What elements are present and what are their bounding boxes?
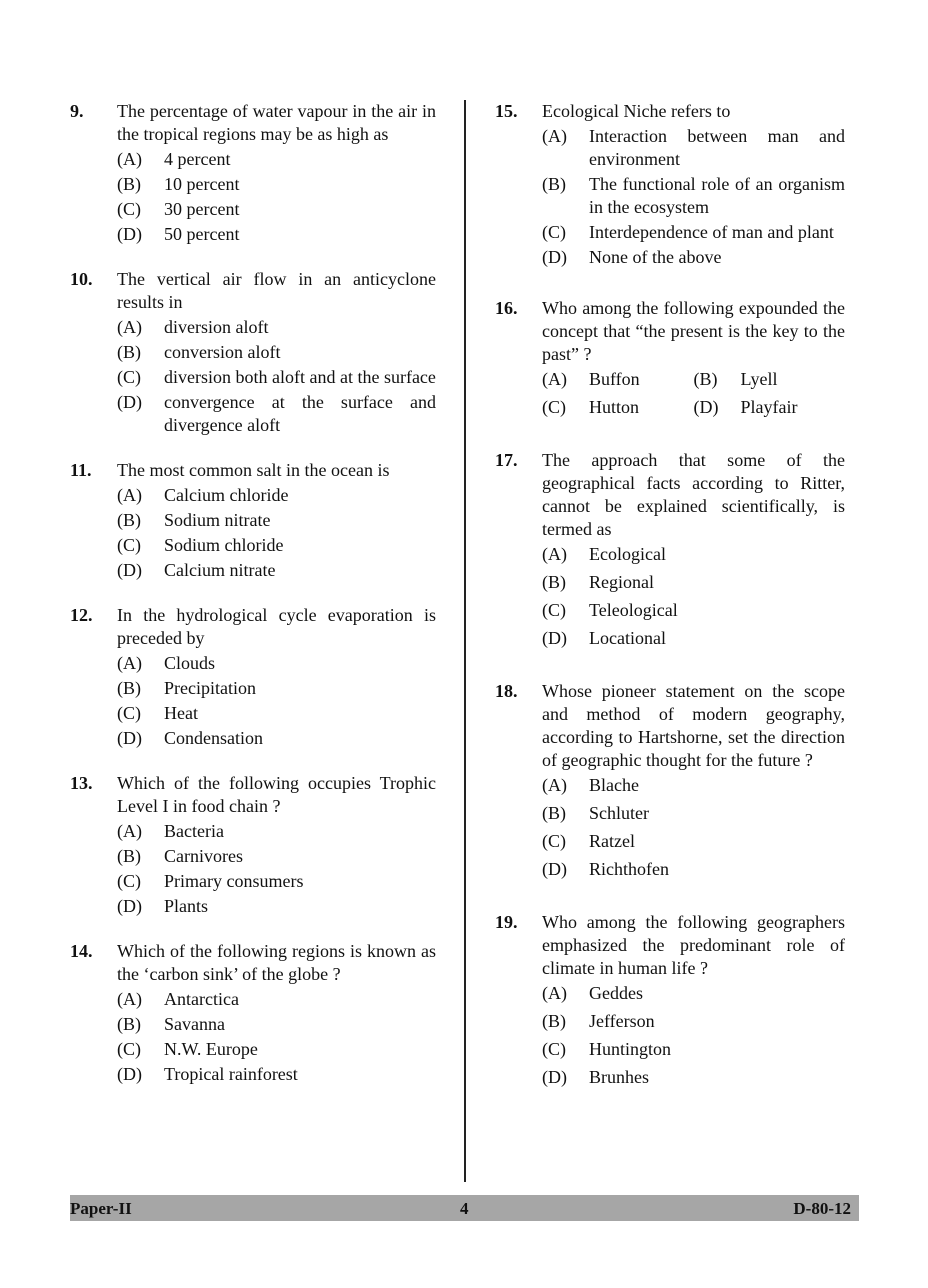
- option-d: (D) Locational: [542, 628, 666, 648]
- options-list: [117, 652, 436, 750]
- option-d: (D) Condensation: [117, 728, 263, 748]
- option-b: (B) Savanna: [117, 1014, 225, 1034]
- right-column: [495, 100, 845, 1091]
- option-c: (C) Huntington: [542, 1039, 672, 1059]
- options-list: [542, 125, 845, 269]
- option-b: (B) Regional: [542, 572, 654, 592]
- option-d: (D) convergence at the surface and divergence aloft: [117, 392, 436, 435]
- option-b: (B) Lyell: [693, 369, 778, 389]
- options-list: [117, 316, 436, 437]
- option-a: (A) Antarctica: [117, 989, 239, 1009]
- question-16: [495, 297, 845, 419]
- question-stem: Ecological Niche refers to: [542, 101, 731, 121]
- option-d: (D) Plants: [117, 896, 209, 916]
- question-number: 16.: [495, 298, 518, 318]
- option-b: (B) Jefferson: [542, 1011, 655, 1031]
- option-a: (A) Calcium chloride: [117, 485, 289, 505]
- options-list: [542, 368, 845, 419]
- exam-code: D-80-12: [793, 1199, 851, 1218]
- question-number: 10.: [70, 269, 93, 289]
- options-list: [117, 988, 436, 1086]
- option-b: (B) Schluter: [542, 803, 649, 823]
- question-17: [495, 449, 845, 650]
- options-list: [542, 982, 845, 1089]
- question-number: 11.: [70, 460, 92, 480]
- option-b: (B) Sodium nitrate: [117, 510, 271, 530]
- question-stem: Which of the following occupies Trophic Level I in food chain ?: [117, 773, 436, 816]
- option-a: (A) 4 percent: [117, 149, 231, 169]
- options-list: [542, 543, 845, 650]
- question-number: 12.: [70, 605, 93, 625]
- question-number: 13.: [70, 773, 93, 793]
- question-10: [70, 268, 436, 437]
- option-d: (D) 50 percent: [117, 224, 240, 244]
- question-stem: Whose pioneer statement on the scope and method of modern geography, according to Hartshorne, set the direction of geographic thought for the future ?: [542, 681, 845, 770]
- question-11: [70, 459, 436, 582]
- option-d: (D) Playfair: [693, 397, 798, 417]
- option-c: (C) Interdependence of man and plant: [542, 222, 834, 242]
- paper-label: Paper-II: [70, 1199, 132, 1218]
- option-c: (C) Primary consumers: [117, 871, 304, 891]
- question-9: [70, 100, 436, 246]
- question-stem: Who among the following expounded the concept that “the present is the key to the past” ?: [542, 298, 845, 364]
- question-stem: The percentage of water vapour in the air in the tropical regions may be as high as: [117, 101, 436, 144]
- option-a: (A) Clouds: [117, 653, 216, 673]
- question-18: [495, 680, 845, 881]
- option-c: (C) Heat: [117, 703, 198, 723]
- question-stem: In the hydrological cycle evaporation is preceded by: [117, 605, 436, 648]
- option-a: (A) Blache: [542, 775, 639, 795]
- options-list: [117, 148, 436, 246]
- question-14: [70, 940, 436, 1086]
- option-a: (A) Geddes: [542, 983, 643, 1003]
- option-a: (A) Bacteria: [117, 821, 224, 841]
- question-number: 14.: [70, 941, 93, 961]
- question-stem: The approach that some of the geographical facts according to Ritter, cannot be explained scientifically, is termed as: [542, 450, 845, 539]
- question-13: [70, 772, 436, 918]
- option-row: [542, 368, 845, 391]
- option-d: (D) Tropical rainforest: [117, 1064, 298, 1084]
- option-a: (A) Ecological: [542, 544, 666, 564]
- option-c: (C) diversion both aloft and at the surface: [117, 367, 436, 387]
- question-stem: Which of the following regions is known as the ‘carbon sink’ of the globe ?: [117, 941, 436, 984]
- option-b: (B) conversion aloft: [117, 342, 281, 362]
- option-d: (D) Calcium nitrate: [117, 560, 276, 580]
- question-stem: The vertical air flow in an anticyclone results in: [117, 269, 436, 312]
- option-d: (D) None of the above: [542, 247, 722, 267]
- option-c: (C) 30 percent: [117, 199, 240, 219]
- option-b: (B) 10 percent: [117, 174, 240, 194]
- option-c: (C) Ratzel: [542, 831, 635, 851]
- question-number: 9.: [70, 101, 84, 121]
- question-15: [495, 100, 845, 269]
- option-b: (B) Precipitation: [117, 678, 256, 698]
- question-stem: Who among the following geographers emphasized the predominant role of climate in human life ?: [542, 912, 845, 978]
- option-c: (C) N.W. Europe: [117, 1039, 258, 1059]
- option-d: (D) Brunhes: [542, 1067, 649, 1087]
- options-list: [542, 774, 845, 881]
- option-a: (A) diversion aloft: [117, 317, 269, 337]
- options-list: [117, 484, 436, 582]
- option-c: (C) Hutton: [542, 397, 640, 417]
- option-d: (D) Richthofen: [542, 859, 669, 879]
- question-19: [495, 911, 845, 1089]
- option-b: (B) The functional role of an organism in the ecosystem: [542, 174, 845, 217]
- question-number: 18.: [495, 681, 518, 701]
- question-number: 15.: [495, 101, 518, 121]
- question-12: [70, 604, 436, 750]
- question-number: 17.: [495, 450, 518, 470]
- question-stem: The most common salt in the ocean is: [117, 460, 390, 480]
- option-c: (C) Teleological: [542, 600, 678, 620]
- option-c: (C) Sodium chloride: [117, 535, 284, 555]
- column-divider: [464, 100, 466, 1182]
- option-a: (A) Interaction between man and environment: [542, 126, 845, 169]
- option-a: (A) Buffon: [542, 369, 640, 389]
- page-number: 4: [460, 1199, 469, 1218]
- option-b: (B) Carnivores: [117, 846, 243, 866]
- options-list: [117, 820, 436, 918]
- option-row: [542, 396, 845, 419]
- question-number: 19.: [495, 912, 518, 932]
- page-footer: [70, 1195, 859, 1221]
- left-column: [70, 100, 436, 1088]
